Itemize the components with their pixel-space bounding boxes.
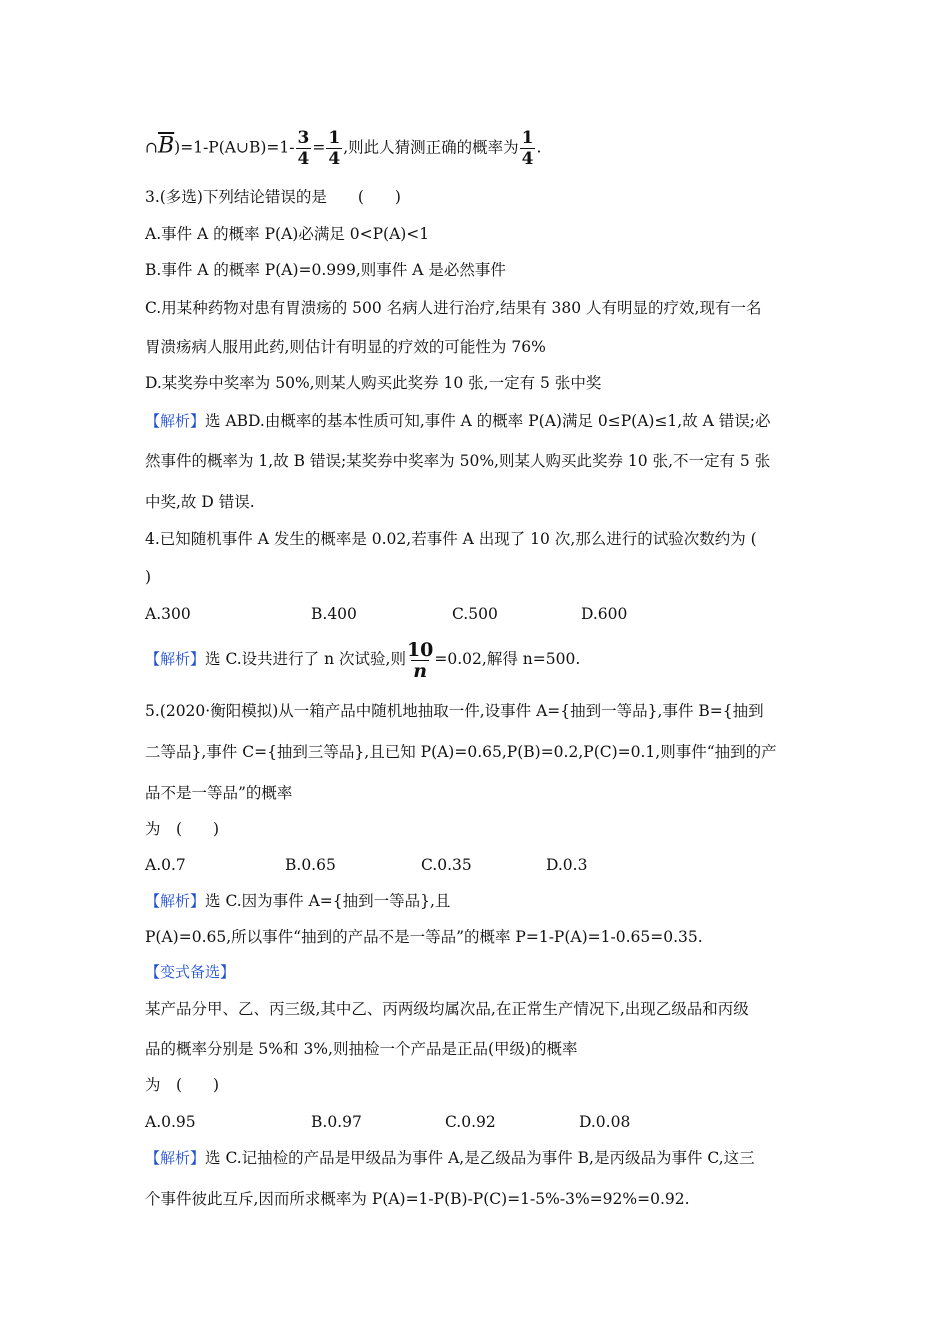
variant-option-c: C.0.92 xyxy=(445,1113,496,1131)
variant-heading: 【变式备选】 xyxy=(145,963,236,981)
q3-option-a: A.事件 A 的概率 P(A)必满足 0<P(A)<1 xyxy=(145,225,430,243)
q4-option-c: C.500 xyxy=(452,605,498,623)
answer-3-line3: 中奖,故 D 错误. xyxy=(145,493,255,511)
equation-text: )=1-P(A∪B)=1- xyxy=(174,138,295,157)
answer-3-line1: 【解析】选 ABD.由概率的基本性质可知,事件 A 的概率 P(A)满足 0≤P(A)≤1,故 A 错误;必 xyxy=(145,412,771,430)
variant-answer-line2: 个事件彼此互斥,因而所求概率为 P(A)=1-P(B)-P(C)=1-5%-3%=92%=0.92. xyxy=(145,1190,690,1208)
answer-5-line2: P(A)=0.65,所以事件“抽到的产品不是一等品”的概率 P=1-P(A)=1-0.65=0.35. xyxy=(145,928,703,946)
q4-option-d: D.600 xyxy=(581,605,628,623)
question-5-line1: 5.(2020·衡阳模拟)从一箱产品中随机地抽取一件,设事件 A={抽到一等品},事件 B={抽到 xyxy=(145,702,764,720)
answer-3-line2: 然事件的概率为 1,故 B 错误;某奖券中奖率为 50%,则某人购买此奖券 10 张,不一定有 5 张 xyxy=(145,452,771,470)
q3-option-c-line2: 胃溃疡病人服用此药,则估计有明显的疗效的可能性为 76% xyxy=(145,338,546,356)
variant-line1: 某产品分甲、乙、丙三级,其中乙、丙两级均属次品,在正常生产情况下,出现乙级品和丙级 xyxy=(145,1000,749,1018)
variant-option-b: B.0.97 xyxy=(311,1113,362,1131)
q5-option-a: A.0.7 xyxy=(145,856,186,874)
question-4-line2: ) xyxy=(145,568,152,586)
b-bar-symbol: $\overline{B}$ xyxy=(158,133,175,159)
q5-option-d: D.0.3 xyxy=(546,856,588,874)
q4-option-a: A.300 xyxy=(145,605,191,623)
variant-line2: 品的概率分别是 5%和 3%,则抽检一个产品是正品(甲级)的概率 xyxy=(145,1040,578,1058)
q5-option-c: C.0.35 xyxy=(421,856,472,874)
question-5-line3: 品不是一等品”的概率 xyxy=(145,784,293,802)
fraction-10-n: $\frac{10}{n}$ xyxy=(406,638,434,682)
q3-option-d: D.某奖券中奖率为 50%,则某人购买此奖券 10 张,一定有 5 张中奖 xyxy=(145,374,602,392)
variant-option-d: D.0.08 xyxy=(579,1113,631,1131)
fraction-answer: $\frac{1}{4}$ xyxy=(521,128,534,169)
q4-option-b: B.400 xyxy=(311,605,357,623)
fraction-3-4: $\frac{3}{4}$ xyxy=(297,128,310,169)
question-4-line1: 4.已知随机事件 A 发生的概率是 0.02,若事件 A 出现了 10 次,那么进行的试验次数约为 ( xyxy=(145,530,757,548)
question-5-line4: 为 ( ) xyxy=(145,820,220,838)
q3-option-b: B.事件 A 的概率 P(A)=0.999,则事件 A 是必然事件 xyxy=(145,261,506,279)
answer-4: 【解析】选 C.设共进行了 n 次试验,则 $\frac{10}{n}$ =0.02,解得 n=500. xyxy=(145,638,581,682)
variant-line3: 为 ( ) xyxy=(145,1076,220,1094)
q3-option-c-line1: C.用某种药物对患有胃溃疡的 500 名病人进行治疗,结果有 380 人有明显的疗效,现有一名 xyxy=(145,299,762,317)
q5-option-b: B.0.65 xyxy=(285,856,336,874)
analysis-tag: 【解析】 xyxy=(145,412,206,430)
equation-line: $\cap\overline{B})=1-P(A\cup B)=1-$ $\frac{3}{4}$ = $\frac{1}{4}$ ,则此人猜测正确的概率为 $\frac{1}{4}$ . xyxy=(145,128,542,169)
answer-5-line1: 【解析】选 C.因为事件 A={抽到一等品},且 xyxy=(145,892,451,910)
variant-option-a: A.0.95 xyxy=(145,1113,196,1131)
intersect-symbol: ∩ xyxy=(145,138,158,157)
variant-answer-line1: 【解析】选 C.记抽检的产品是甲级品为事件 A,是乙级品为事件 B,是丙级品为事件 C,这三 xyxy=(145,1149,755,1167)
question-3: 3.(多选)下列结论错误的是 ( ) xyxy=(145,188,401,206)
question-5-line2: 二等品},事件 C={抽到三等品},且已知 P(A)=0.65,P(B)=0.2,P(C)=0.1,则事件“抽到的产 xyxy=(145,743,777,761)
fraction-1-4: $\frac{1}{4}$ xyxy=(328,128,341,169)
